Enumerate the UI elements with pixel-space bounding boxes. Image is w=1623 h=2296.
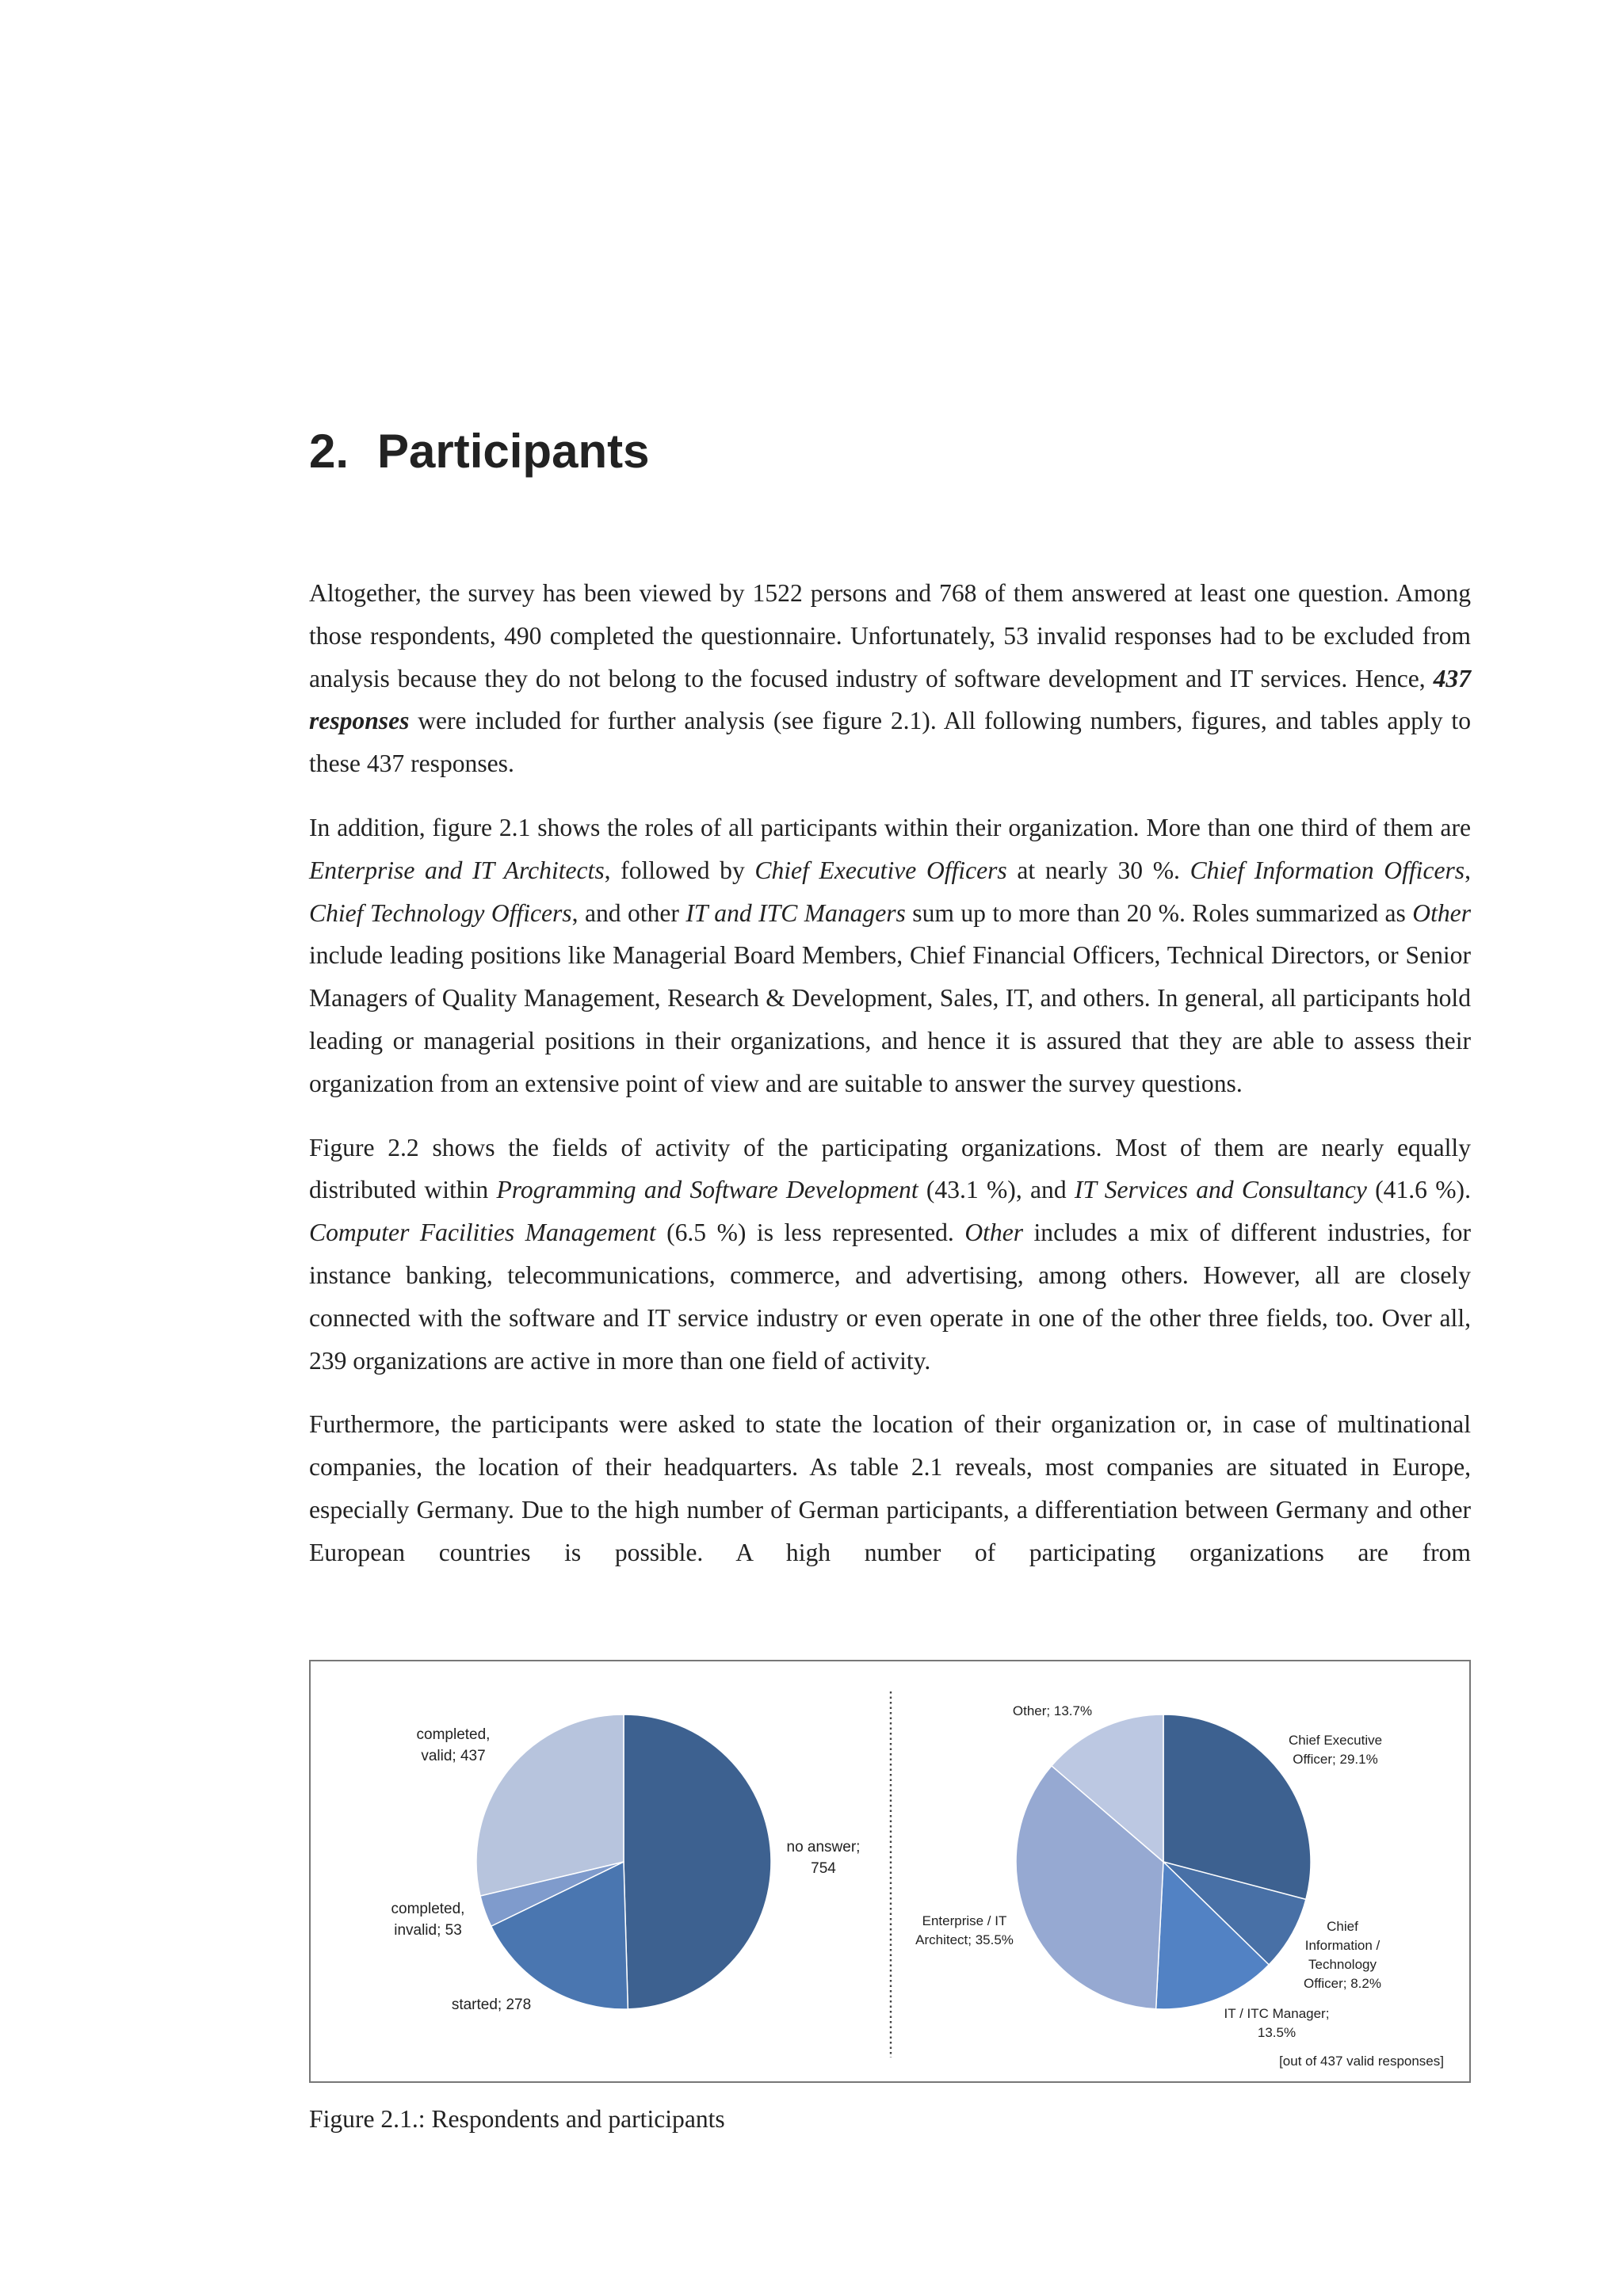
paragraph	[309, 572, 1471, 785]
pie-slice	[624, 1714, 771, 2009]
slice-label	[1289, 1733, 1382, 1767]
text-run: Furthermore, the participants were asked to state the location of their organization or, in case of multinational companies, the location of their headquarters. As table 2.1 reveals, most companies are situated in Europe, especially Germany. Due to the high number of German participants, a differentiation between Germany and other European countries is possible. A high number of participating organizations are from	[309, 1410, 1471, 1566]
slice-label-line: valid; 437	[421, 1748, 486, 1764]
text-run: (41.6 %).	[1366, 1176, 1471, 1204]
slice-label	[1013, 1703, 1092, 1718]
slice-label	[452, 1997, 531, 2013]
text-run: at nearly 30 %.	[1006, 856, 1190, 884]
emphasis-text: Chief Executive Officers	[754, 856, 1007, 884]
pie-chart-respondents	[476, 1714, 771, 2009]
text-run: In addition, figure 2.1 shows the roles of all participants within their organization. More than one third of them are	[309, 813, 1471, 841]
slice-label-line: Officer; 8.2%	[1304, 1976, 1381, 1991]
figure-note: [out of 437 valid responses]	[1279, 2054, 1444, 2069]
body-text	[309, 572, 1471, 1596]
slice-label-line: Architect; 35.5%	[915, 1932, 1014, 1947]
text-run: Figure 2.2 shows the fields of activity of the participating organizations. Most of them are nearly equally distributed within	[309, 1133, 1471, 1204]
slice-label-line: completed,	[391, 1901, 465, 1917]
text-run: were included for further analysis (see figure 2.1). All following numbers, figures, and tables apply to these 437 responses.	[309, 707, 1471, 778]
emphasis-text: 437 responses	[309, 664, 1471, 735]
slice-label-line: Information /	[1304, 1938, 1381, 1953]
text-run: include leading positions like Managerial Board Members, Chief Financial Officers, Technical Directors, or Senior Managers of Quality Management, Research & Development, Sales, IT, and others. In general, all participants hold leading or managerial positions in their organizations, and hence it is assured that they are able to assess their organization from an extensive point of view and are suitable to answer the survey questions.	[309, 941, 1471, 1097]
paragraph	[309, 1127, 1471, 1383]
text-run: includes a mix of different industries, for instance banking, telecommunications, commerce, and advertising, among others. However, all are closely connected with the software and IT service industry or even operate in one of the other three fields, too. Over all, 239 organizations are active in more than one field of activity.	[309, 1219, 1471, 1375]
emphasis-text: Chief Technology Officers	[309, 898, 572, 927]
text-run: Altogether, the survey has been viewed by 1522 persons and 768 of them answered at least one question. Among those respondents, 490 completed the questionnaire. Unfortunately, 53 invalid responses had to be excluded from analysis because they do not belong to the focused industry of software development and IT services. Hence,	[309, 579, 1471, 692]
section-heading	[309, 424, 649, 479]
emphasis-text: Chief Information Officers	[1190, 856, 1465, 884]
slice-label-line: Chief Executive	[1288, 1733, 1383, 1748]
emphasis-text: Enterprise and IT Architects	[309, 856, 605, 884]
emphasis-text: Other	[964, 1219, 1024, 1247]
slice-label-line: 13.5%	[1257, 2025, 1296, 2040]
slice-label-line: 754	[811, 1860, 836, 1877]
slice-label-line: started; 278	[451, 1997, 532, 2013]
slice-label-line: completed,	[416, 1726, 491, 1743]
text-run: ,	[1465, 856, 1472, 884]
text-run: , and other	[571, 898, 686, 927]
slice-label-line: invalid; 53	[394, 1922, 462, 1939]
slice-label	[391, 1901, 465, 1939]
pie-chart-roles	[1016, 1714, 1311, 2009]
slice-label-line: Other; 13.7%	[1012, 1703, 1093, 1718]
slice-label-line: Chief	[1327, 1919, 1358, 1934]
emphasis-text: Computer Facilities Management	[309, 1219, 656, 1247]
figure-caption: Figure 2.1.: Respondents and participants	[309, 2105, 725, 2133]
emphasis-text: Other	[1412, 898, 1471, 927]
slice-label-line: no answer;	[786, 1839, 861, 1855]
slice-label-line: Officer; 29.1%	[1293, 1752, 1378, 1767]
slice-label	[915, 1913, 1014, 1947]
section-title: Participants	[377, 425, 650, 478]
slice-label	[787, 1839, 861, 1877]
text-run: sum up to more than 20 %. Roles summarized as	[905, 898, 1413, 927]
emphasis-text: IT Services and Consultancy	[1074, 1176, 1367, 1204]
text-run: , followed by	[604, 856, 755, 884]
emphasis-text: IT and ITC Managers	[685, 898, 906, 927]
section-number: 2.	[309, 425, 349, 478]
paragraph	[309, 807, 1471, 1105]
slice-label-line: IT / ITC Manager;	[1224, 2006, 1330, 2021]
text-run: (6.5 %) is less represented.	[655, 1219, 965, 1247]
text-run: (43.1 %), and	[918, 1176, 1075, 1204]
paragraph	[309, 1403, 1471, 1573]
slice-label-line: Enterprise / IT	[922, 1913, 1007, 1928]
figure-2-1	[309, 1660, 1471, 2083]
figure-charts	[311, 1661, 1469, 2081]
slice-label	[1224, 2006, 1330, 2040]
slice-label	[417, 1726, 491, 1764]
slice-label-line: Technology	[1308, 1957, 1377, 1972]
slice-label	[1304, 1919, 1381, 1991]
emphasis-text: Programming and Software Development	[496, 1176, 918, 1204]
